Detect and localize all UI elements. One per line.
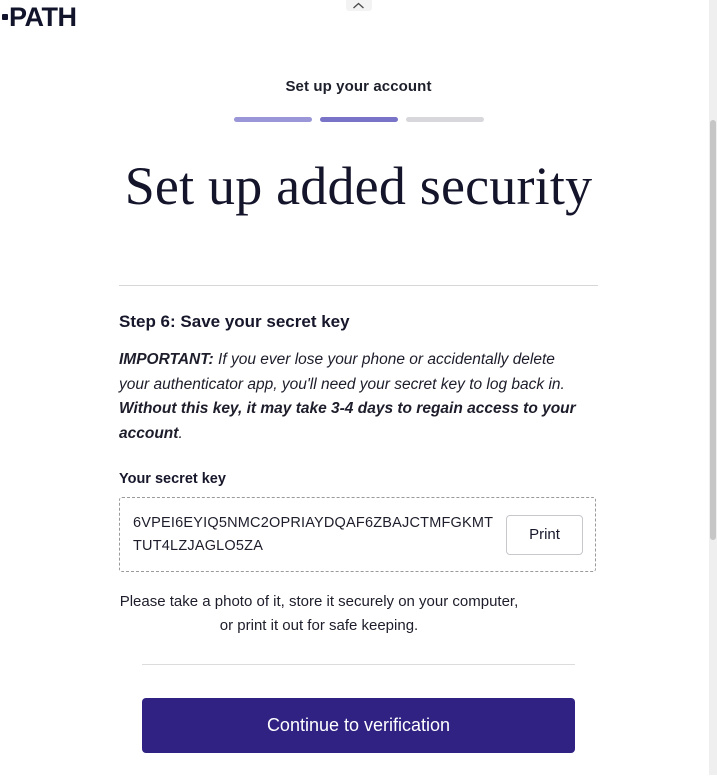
page-scrollbar[interactable] [709, 0, 717, 783]
secret-key-box [119, 497, 596, 572]
divider-bottom [142, 664, 575, 665]
step-warning-text [119, 348, 589, 447]
step-title: Step 6: Save your secret key [119, 311, 350, 331]
bottom-spacer [0, 775, 717, 783]
progress-segment-2 [320, 117, 398, 122]
brand-logo [0, 0, 77, 34]
secret-key-label: Your secret key [119, 471, 226, 488]
warning-body: If you ever lose your phone or accidentally delete your authenticator app, you'll need your secret key to log back in. [119, 350, 565, 393]
step-panel [119, 286, 598, 638]
page-scrollbar-thumb[interactable] [710, 120, 716, 540]
scroll-up-chevron-icon[interactable] [346, 0, 372, 11]
continue-to-verification-button[interactable]: Continue to verification [142, 698, 575, 753]
progress-indicator [234, 117, 484, 122]
progress-segment-3 [406, 117, 484, 122]
warning-lead: IMPORTANT: [119, 350, 214, 368]
page-title: Set up added security [124, 156, 593, 216]
secret-key-hint: Please take a photo of it, store it securely on your computer, or print it out for safe keeping. [119, 592, 519, 634]
brand-dot-icon [2, 14, 8, 20]
warning-end: . [178, 425, 183, 443]
progress-segment-1 [234, 117, 312, 122]
brand-name: PATH [9, 1, 77, 32]
secret-key-value[interactable]: 6VPEI6EYIQ5NMC2OPRIAYDQAF6ZBAJCTMFGKMTTUT4LZJAGLO5ZA [133, 515, 494, 554]
warning-emphasis: Without this key, it may take 3-4 days to regain access to your account [119, 400, 576, 443]
print-button[interactable]: Print [506, 515, 583, 555]
wizard-title: Set up your account [285, 78, 432, 95]
